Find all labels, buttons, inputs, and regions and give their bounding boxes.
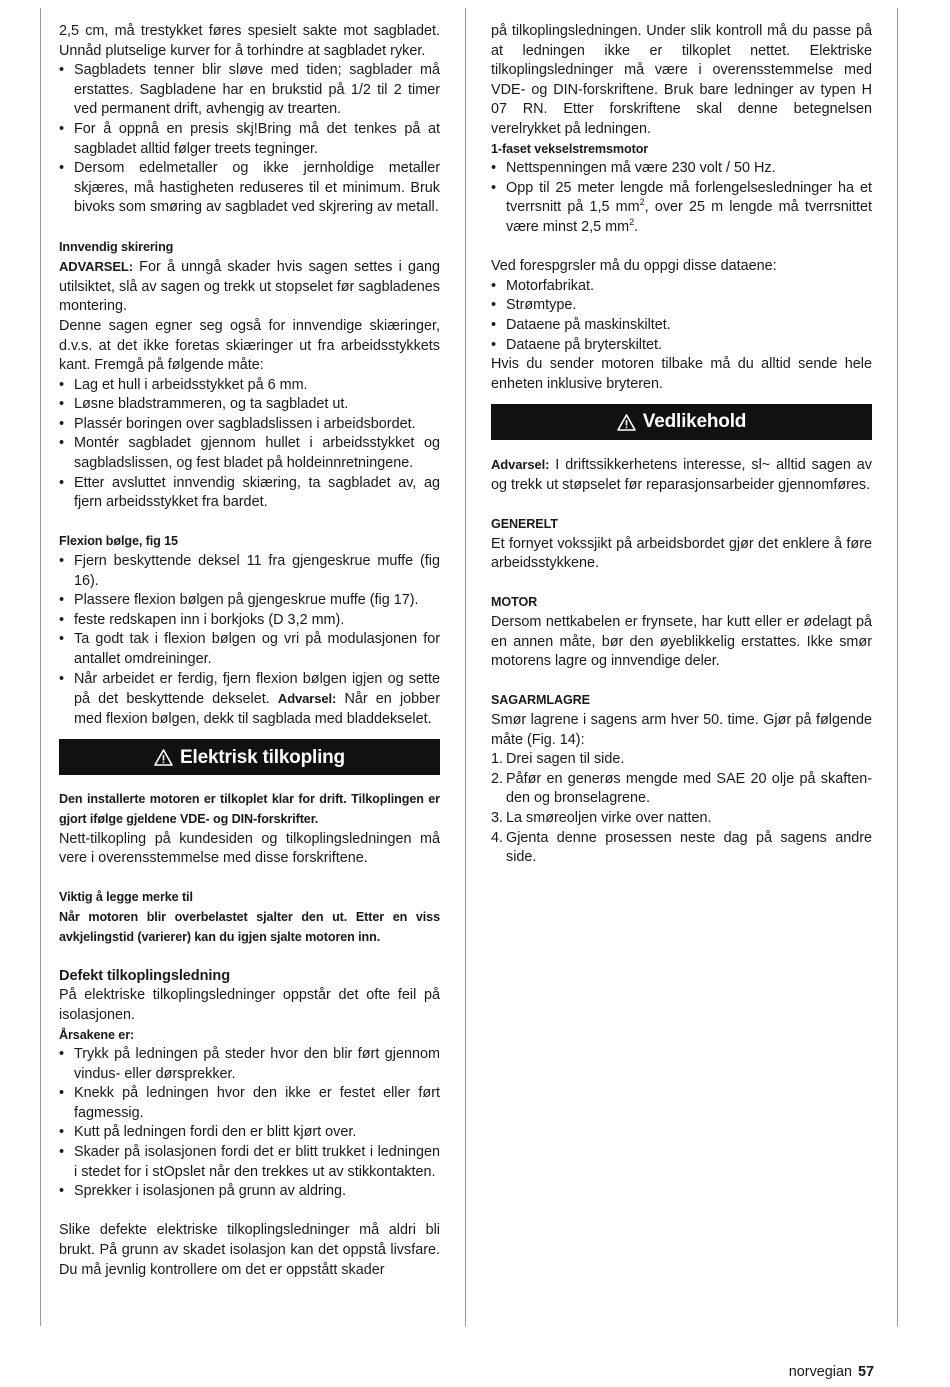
- generelt-paragraph: Et fornyet vokssjikt på arbeidsbordet gjør det enklere å føre arbeidsstykkene.: [491, 535, 872, 572]
- defekt-causes-label: Årsakene er:: [59, 1027, 135, 1042]
- list-item: • Dersom edelmetaller og ikke jernholdige metaller skjæres, må hastigheten reduseres til et minimum. Bruk bivoks som smøring av sagbladet ved skjrering av metall.: [59, 160, 440, 216]
- list-item: • Plassere flexion bølgen på gjengeskrue muffe (fig 17).: [59, 592, 419, 609]
- list-item: • Trykk på ledningen på steder hvor den blir ført gjennom vindus- eller dørsprekker.: [59, 1046, 440, 1082]
- column-divider: [465, 8, 466, 1326]
- list-item: • Montér sagbladet gjennom hullet i arbeidsstykket og sagbladslissen, og fest bladet på holdeinnretningene.: [59, 435, 440, 472]
- data-closing: Hvis du sender motoren tilbake må du alltid sende hele enheten inklusive bryteren.: [491, 356, 872, 392]
- innvendig-paragraph: Denne sagen egner seg også for innvendige skiæringer, d.v.s. at det ikke foretas skiæringer ut fra arbeidsstykkets kant. Fremgå på følgende måte:: [59, 317, 440, 374]
- list-item: • Nettspenningen må være 230 volt / 50 Hz.: [491, 160, 776, 177]
- defekt-list: [59, 1045, 440, 1202]
- sagarmlagre-heading: SAGARMLAGRE: [491, 693, 590, 708]
- list-item: • Kutt på ledningen fordi den er blitt kjørt over.: [59, 1124, 357, 1141]
- list-item: • Dataene på maskinskiltet.: [491, 316, 671, 333]
- flexion-heading: Flexion bølge, fig 15: [59, 534, 178, 549]
- defekt-paragraph: På elektriske tilkoplingsledninger oppstår det ofte feil på isolasjonen.: [59, 987, 440, 1023]
- motor1-heading: 1-faset vekselstremsmotor: [491, 141, 649, 156]
- viktig-bold-paragraph: Når motoren blir overbelastet sjalter den ut. Etter en viss avkjelingstid (varierer) kan du igjen sjalte motoren inn.: [59, 909, 440, 944]
- list-item: 4. Gjenta denne prosessen neste dag på sagens andre side.: [491, 829, 872, 866]
- left-margin-rule: [40, 8, 41, 1326]
- list-item: 2. Påfør en generøs mengde med SAE 20 olje på skaften-den og bronselagrene.: [491, 770, 872, 807]
- list-item: • Motorfabrikat.: [491, 277, 594, 294]
- motor1-list: [491, 159, 872, 237]
- data-list: [491, 277, 872, 355]
- list-item: • Sprekker i isolasjonen på grunn av aldring.: [59, 1183, 346, 1200]
- list-item: • Fjern beskyttende deksel 11 fra gjengeskrue muffe (fig 16).: [59, 553, 440, 589]
- viktig-heading: Viktig å legge merke til: [59, 890, 193, 905]
- vedlikehold-warning: Advarsel: I driftssikkerhetens interesse, sl~ alltid sagen av og trekk ut støpselet før reparasjonsarbeider gjennomføres.: [491, 457, 872, 493]
- list-item: • Plassér boringen over sagbladslissen i arbeidsbordet.: [59, 415, 416, 432]
- innvendig-heading: Innvendig skirering: [59, 239, 174, 254]
- warning-icon: [154, 749, 173, 766]
- list-item: • Lag et hull i arbeidsstykket på 6 mm.: [59, 376, 308, 393]
- list-item: • feste redskapen inn i borkjoks (D 3,2 mm).: [59, 611, 345, 628]
- sagarmlagre-paragraph: Smør lagrene i sagens arm hver 50. time. Gjør på følgende måte (Fig. 14):: [491, 712, 872, 748]
- motor-paragraph: Dersom nettkabelen er frynsete, har kutt eller er ødelagt på en annen måte, bør den øyeblikkelig erstattes. Ikke smør motorens lagre og innvendige deler.: [491, 614, 872, 670]
- motor-heading: MOTOR: [491, 595, 538, 610]
- innvendig-list: [59, 376, 440, 513]
- vedlikehold-banner: [491, 404, 872, 440]
- elektrisk-bold-paragraph: Den installerte motoren er tilkoplet klar for drift. Tilkoplingen er gjort ifølge gjeldene VDE- og DIN-forskrifter.: [59, 792, 440, 826]
- list-item: • Dataene på bryterskiltet.: [491, 336, 662, 353]
- list-item: • Når arbeidet er ferdig, fjern flexion bølgen igjen og sette på det beskyttende dekselet. Advarsel: Når en jobber med flexion bølgen, dekk til sagblada med bladdekselet.: [59, 670, 440, 727]
- right-column: [491, 22, 872, 868]
- page-footer: [789, 1363, 874, 1383]
- innvendig-warning: ADVARSEL: For å unngå skader hvis sagen settes i gang utilsiktet, slå av sagen og trekk ut stopselet før sagbladenes montering.: [59, 259, 440, 315]
- intro-paragraph: 2,5 cm, må trestykket føres spesielt sakte mot sagbladet. Unnåd plutselige kurver for å torhindre at sagbladet ryker.: [59, 23, 440, 59]
- intro-list: [59, 61, 440, 218]
- list-item: • Ta godt tak i flexion bølgen og vri på modulasjonen for antallet omdreininger.: [59, 631, 440, 667]
- list-item: 1. Drei sagen til side.: [491, 751, 625, 768]
- elektrisk-banner-title: Elektrisk tilkopling: [180, 746, 345, 768]
- vedlikehold-banner-title: Vedlikehold: [642, 411, 747, 433]
- page-number: 57: [857, 1364, 874, 1380]
- list-item: 3. La smøreoljen virke over natten.: [491, 809, 712, 826]
- flexion-list: [59, 552, 440, 729]
- list-item: • Opp til 25 meter lengde må forlengelsesledninger ha et tverrsnitt på 1,5 $mm^2$, over 25 m lengde må tverrsnittet være minst 2,5 $mm^2$.: [491, 179, 873, 235]
- list-item: • Knekk på ledningen hvor den ikke er festet eller ført fagmessig.: [59, 1085, 440, 1121]
- left-column: [59, 22, 440, 1280]
- warning-icon: [617, 414, 636, 431]
- generelt-heading: GENERELT: [491, 517, 558, 532]
- defekt-closing-paragraph: Slike defekte elektriske tilkoplingsledninger må aldri bli brukt. På grunn av skadet isolasjon kan det oppstå livsfare. Du må jevnlig kontrollere om det er oppstått skader: [59, 1222, 440, 1278]
- list-item: • Sagbladets tenner blir sløve med tiden; sagblader må erstattes. Sagbladene har en brukstid på 1/2 til 2 timer ved permanent drift, avhengig av trearten.: [59, 62, 440, 118]
- list-item: • Etter avsluttet innvendig skiæring, ta sagbladet av, ag fjern arbeidsstykket fra bardet.: [59, 474, 440, 511]
- footer-language: norvegian: [788, 1364, 852, 1380]
- elektrisk-banner: [59, 739, 440, 775]
- defekt-heading: Defekt tilkoplingsledning: [59, 967, 231, 984]
- data-intro: Ved forespgrsler må du oppgi disse dataene:: [491, 258, 777, 275]
- list-item: • For å oppnå en presis skj!Bring må det tenkes på at sagbladet alltid følger treets tegninger.: [59, 120, 440, 157]
- sagarmlagre-steps: [491, 750, 872, 868]
- elektrisk-paragraph: Nett-tilkopling på kundesiden og tilkoplingsledningen må vere i overensstemmelse med disse forskriftene.: [59, 830, 440, 867]
- list-item: • Løsne bladstrammeren, og ta sagbladet ut.: [59, 396, 349, 413]
- list-item: • Skader på isolasjonen fordi det er blitt trukket i ledningen i stedet for i stOpslet når den trekkes ut av stikkontakten.: [59, 1144, 440, 1180]
- list-item: • Strømtype.: [491, 297, 577, 314]
- continuation-paragraph: på tilkoplingsledningen. Under slik kontroll må du passe på at ledningen ikke er tilkoplet nettet. Elektriske tilkoplingsledninger må være i overensstemmelse med VDE- og DIN-forskriftene. Bruk bare ledninger av typen H 07 RN. Etter forskriftene skal denne betegnelsen verelrykket på ledningen.: [491, 23, 872, 137]
- right-margin-rule: [897, 8, 898, 1326]
